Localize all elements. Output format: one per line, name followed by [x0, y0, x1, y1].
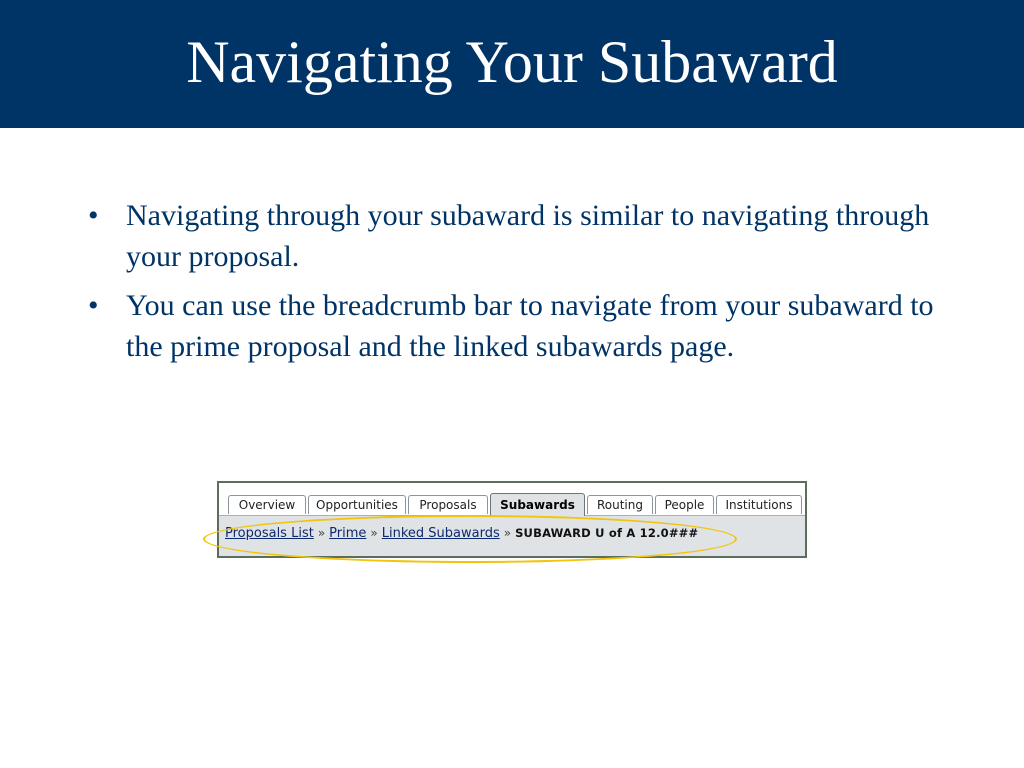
- breadcrumb-prime[interactable]: Prime: [329, 526, 367, 541]
- bullet-item: [88, 285, 938, 367]
- breadcrumb-proposals-list[interactable]: Proposals List: [225, 526, 314, 541]
- tab-routing[interactable]: Routing: [587, 495, 653, 514]
- slide-title: Navigating Your Subaward: [186, 29, 838, 95]
- bullet-icon: •: [88, 199, 99, 232]
- tab-opportunities[interactable]: Opportunities: [308, 495, 406, 514]
- app-screenshot: [217, 481, 807, 558]
- bullet-item: [88, 195, 938, 277]
- tab-people[interactable]: People: [655, 495, 714, 514]
- bullet-text: Navigating through your subaward is similar to navigating through your proposal.: [126, 199, 930, 273]
- tab-subawards[interactable]: Subawards: [490, 493, 585, 516]
- tab-proposals[interactable]: Proposals: [408, 495, 488, 514]
- tab-overview[interactable]: Overview: [228, 495, 306, 514]
- breadcrumb-separator: »: [370, 526, 378, 540]
- tab-institutions[interactable]: Institutions: [716, 495, 802, 514]
- bullet-list: [88, 195, 938, 375]
- breadcrumb-separator: »: [317, 526, 326, 540]
- bullet-text: You can use the breadcrumb bar to navigate from your subaward to the prime proposal and the linked subawards page.: [126, 289, 934, 363]
- breadcrumb-separator: »: [503, 526, 512, 540]
- breadcrumb-current: SUBAWARD U of A 12.0###: [515, 526, 699, 540]
- bullet-icon: •: [88, 289, 99, 322]
- breadcrumb: [225, 526, 795, 541]
- title-bar: [0, 0, 1024, 128]
- breadcrumb-linked-subawards[interactable]: Linked Subawards: [381, 526, 500, 541]
- tab-bar: [219, 483, 805, 516]
